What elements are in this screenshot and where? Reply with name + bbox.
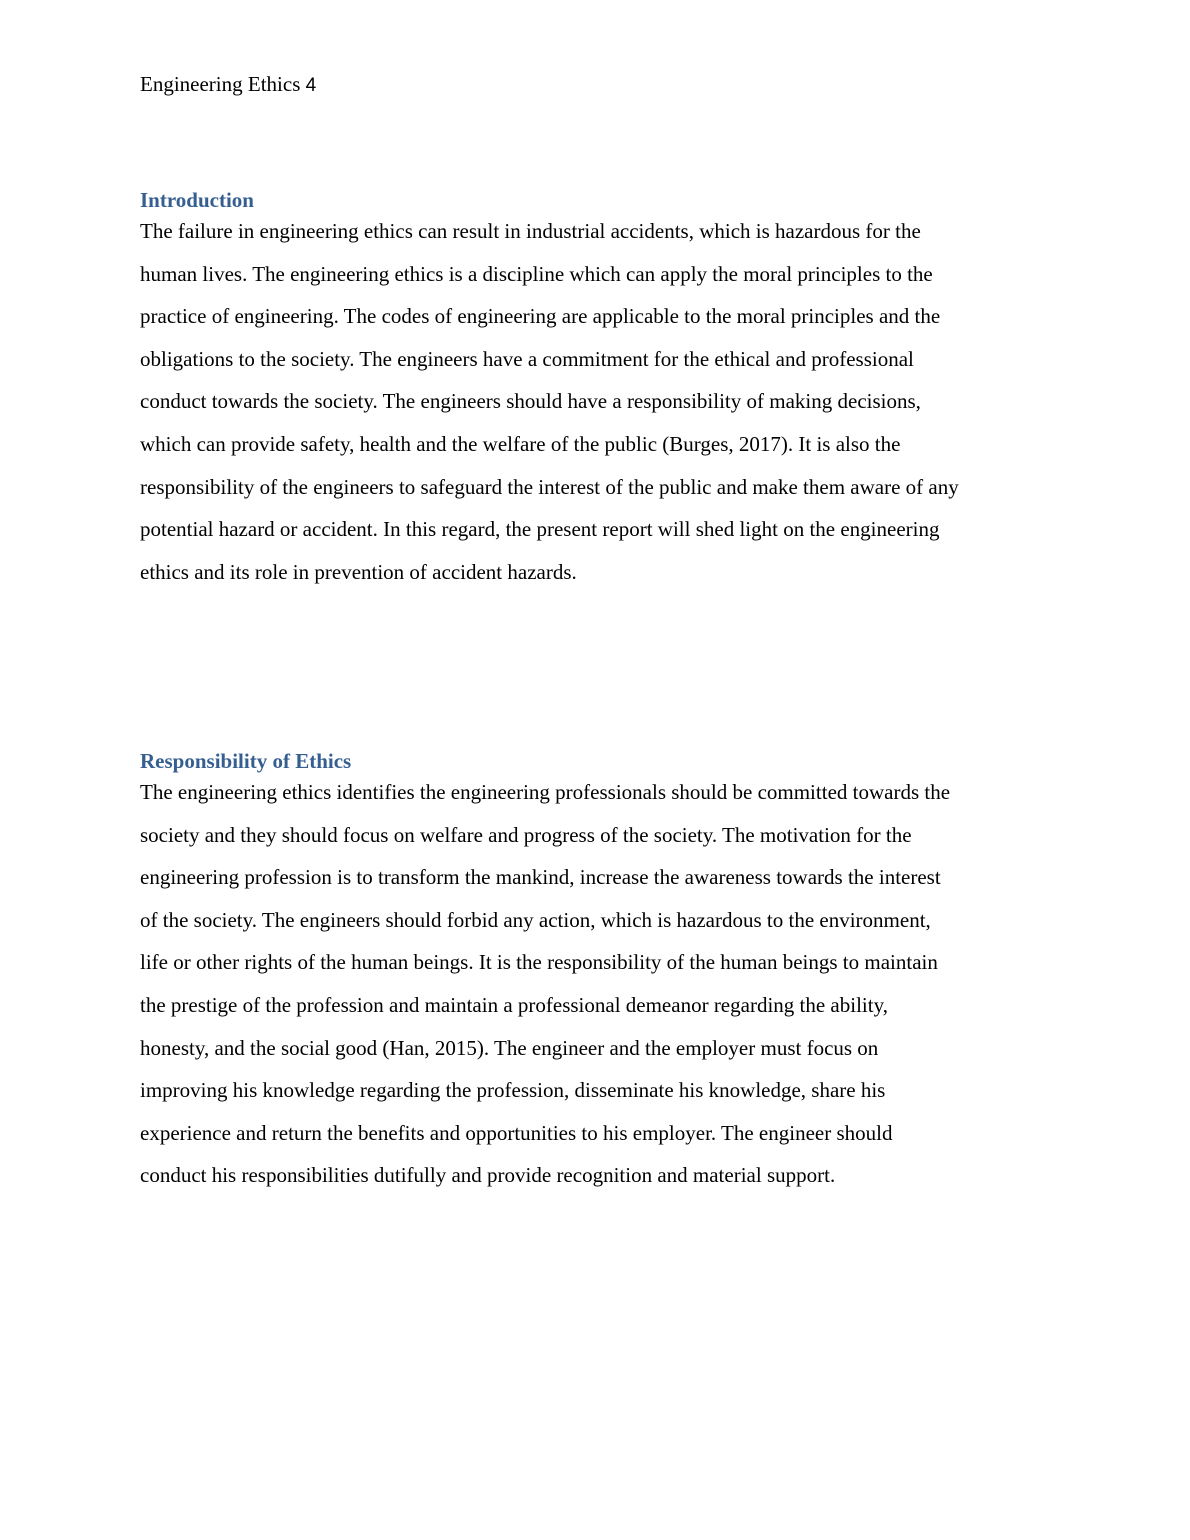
section-responsibility-of-ethics [140,747,1060,1203]
body-line: human lives. The engineering ethics is a discipline which can apply the moral principles to the [140,261,933,286]
running-header [140,70,316,100]
page-number: 4 [305,75,317,96]
section-heading: Responsibility of Ethics [140,749,352,773]
body-line: The failure in engineering ethics can result in industrial accidents, which is hazardous for the [140,219,921,243]
section-heading: Introduction [140,188,254,212]
body-line: experience and return the benefits and opportunities to his employer. The engineer should [140,1120,893,1145]
body-line: The engineering ethics identifies the engineering professionals should be committed towards the [140,780,951,804]
body-line: conduct towards the society. The engineers should have a responsibility of making decisions, [140,389,921,414]
body-line: society and they should focus on welfare and progress of the society. The motivation for the [140,822,912,847]
body-line: life or other rights of the human beings. It is the responsibility of the human beings to maintain [140,950,938,975]
body-line: ethics and its role in prevention of accident hazards. [140,559,577,584]
body-line: which can provide safety, health and the welfare of the public (Burges, 2017). It is also the [140,431,901,456]
body-line: obligations to the society. The engineers have a commitment for the ethical and professional [140,346,914,371]
body-line: the prestige of the profession and maintain a professional demeanor regarding the ability, [140,992,888,1017]
body-line: conduct his responsibilities dutifully and provide recognition and material support. [140,1163,836,1188]
section-body [140,766,1060,1203]
body-line: of the society. The engineers should forbid any action, which is hazardous to the environment, [140,907,931,932]
body-line: potential hazard or accident. In this regard, the present report will shed light on the engineering [140,517,940,542]
body-line: engineering profession is to transform the mankind, increase the awareness towards the interest [140,865,941,890]
body-line: improving his knowledge regarding the profession, disseminate his knowledge, share his [140,1078,886,1103]
body-line: practice of engineering. The codes of engineering are applicable to the moral principles and the [140,304,941,329]
header-title: Engineering Ethics [140,72,301,96]
section-introduction [140,186,1060,599]
section-body [140,205,1060,599]
body-line: honesty, and the social good (Han, 2015). The engineer and the employer must focus on [140,1035,879,1060]
body-line: responsibility of the engineers to safeguard the interest of the public and make them aware of any [140,474,959,499]
